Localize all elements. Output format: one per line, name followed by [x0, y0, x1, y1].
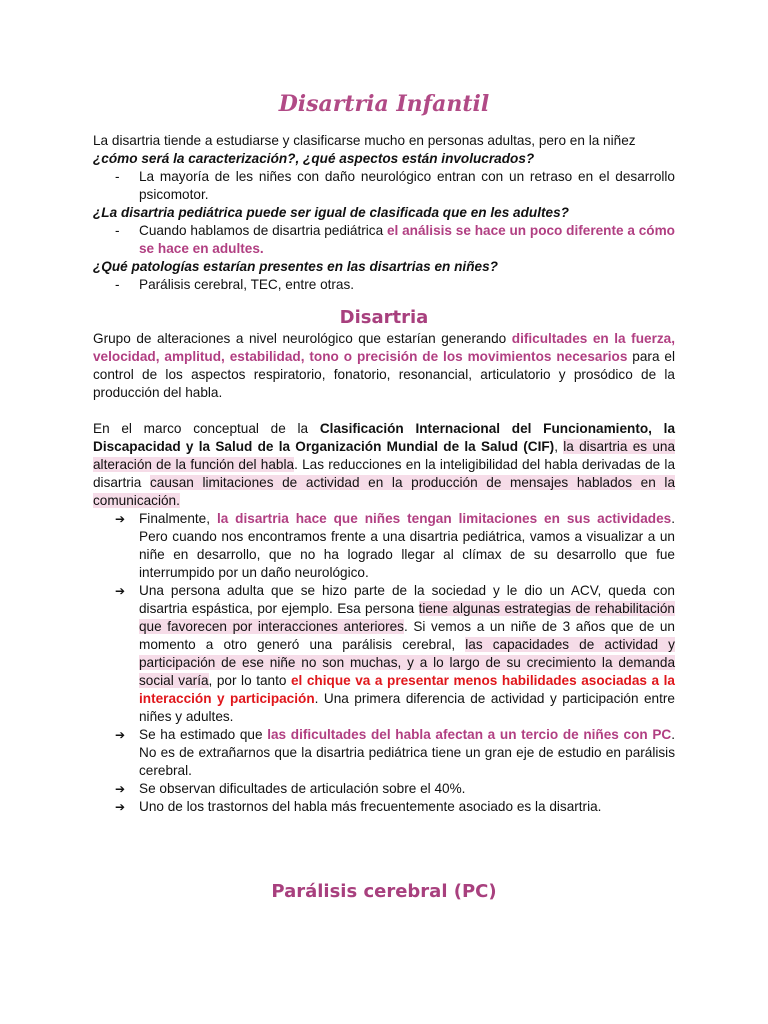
text-run: Se ha estimado que: [139, 727, 268, 742]
text-run: Se observan dificultades de articulación sobre el 40%.: [139, 781, 466, 796]
question-1: ¿cómo será la caracterización?, ¿qué aspectos están involucrados?: [93, 151, 535, 166]
text-run: Una persona adulta que se hizo parte de la sociedad y le dio un ACV, queda con disartria espástica, por ejemplo. Esa persona: [139, 583, 675, 616]
list-item: [115, 168, 675, 204]
dash-list-3: [93, 276, 675, 294]
text-run: . Las reducciones en la inteligibilidad del habla derivadas de la disartria: [93, 457, 676, 490]
question-3: ¿Qué patologías estarían presentes en las disartrias en niñes?: [93, 259, 498, 274]
arrow-bullet-icon: ➔: [115, 782, 126, 796]
emphasis-text: las dificultades del habla afectan a un tercio de niñes con PC: [267, 727, 672, 742]
list-item: [115, 726, 675, 780]
red-emphasis-text: el chique va a presentar menos habilidades asociadas a la interacción y participación: [139, 673, 675, 706]
text-run: Grupo de alteraciones a nivel neurológico que estarían generando: [93, 331, 512, 346]
emphasis-text: dificultades en la fuerza, velocidad, amplitud, estabilidad, tono o precisión de los movimientos necesarios: [93, 331, 675, 364]
bold-text: Clasificación Internacional del Funcionamiento, la Discapacidad y la Salud de la Organización Mundial de la Salud (CIF): [93, 421, 675, 454]
section-heading-disartria: Disartria: [339, 307, 429, 328]
intro-paragraph: [93, 132, 675, 168]
list-item: [115, 222, 675, 258]
list-item: [115, 798, 675, 816]
dash-list-2: [93, 222, 675, 258]
text-run: Finalmente,: [139, 511, 217, 526]
highlighted-text: la disartria es una alteración de la función del habla: [93, 439, 676, 472]
paragraph-gap: [93, 402, 675, 420]
list-item-text: Parálisis cerebral, TEC, entre otras.: [139, 277, 355, 292]
text-run: . Si vemos a un niñe de 3 años que de un momento a otro generó una parálisis cerebral,: [139, 619, 675, 652]
arrow-list: [93, 510, 675, 816]
list-item-text: Cuando hablamos de disartria pediátrica: [139, 223, 387, 238]
list-item-text: La mayoría de les niñes con daño neurológico entran con un retraso en el desarrollo psicomotor.: [139, 169, 675, 202]
list-item: [115, 582, 675, 726]
text-run: . No es de extrañarnos que la disartria pediátrica tiene un gran eje de estudio en parálisis cerebral.: [139, 727, 675, 778]
document-title: Disartria Infantil: [278, 91, 490, 117]
arrow-bullet-icon: ➔: [115, 800, 126, 814]
text-run: . Pero cuando nos encontramos frente a una disartria pediátrica, vamos a visualizar a un niñe en desarrollo, que no ha logrado llegar al clímax de su desarrollo que fue interrumpido por un daño neurológico.: [139, 511, 675, 580]
highlighted-text: tiene algunas estrategias de rehabilitación que favorecen por interacciones anteriores: [139, 601, 675, 634]
arrow-bullet-icon: ➔: [115, 512, 126, 526]
text-run: . Una primera diferencia de actividad y participación entre niñes y adultes.: [139, 691, 675, 724]
arrow-bullet-icon: ➔: [115, 584, 126, 598]
intro-text: La disartria tiende a estudiarse y clasificarse mucho en personas adultas, pero en la niñez: [93, 133, 636, 148]
emphasis-text: la disartria hace que niñes tengan limitaciones en sus actividades: [216, 511, 672, 526]
text-run: Uno de los trastornos del habla más frecuentemente asociado es la disartria.: [139, 799, 602, 814]
highlighted-text: las capacidades de actividad y participación de ese niñe no son muchas, y a lo largo de su crecimiento la demanda social varía: [139, 637, 675, 688]
arrow-bullet-icon: ➔: [115, 728, 126, 742]
list-item: [115, 276, 675, 294]
text-run: ,: [554, 439, 564, 454]
emphasis-text: el análisis se hace un poco diferente a cómo se hace en adultes.: [139, 223, 675, 256]
list-item: [115, 780, 675, 798]
question-2: ¿La disartria pediátrica puede ser igual de clasificada que en les adultes?: [93, 205, 569, 220]
dash-list-1: [93, 168, 675, 204]
intro-section: [93, 132, 675, 294]
text-run: para el control de los aspectos respiratorio, fonatorio, resonancial, articulatorio y prosódico de la producción del habla.: [93, 349, 675, 400]
definition-paragraph: [93, 330, 675, 402]
list-item: [115, 510, 675, 582]
cif-paragraph: [93, 420, 675, 510]
highlighted-text: causan limitaciones de actividad en la producción de mensajes hablados en la comunicación.: [93, 475, 676, 508]
text-run: En el marco conceptual de la: [93, 421, 320, 436]
text-run: , por lo tanto: [208, 673, 291, 688]
section-heading-paralisis-cerebral: Parálisis cerebral (PC): [271, 881, 497, 902]
